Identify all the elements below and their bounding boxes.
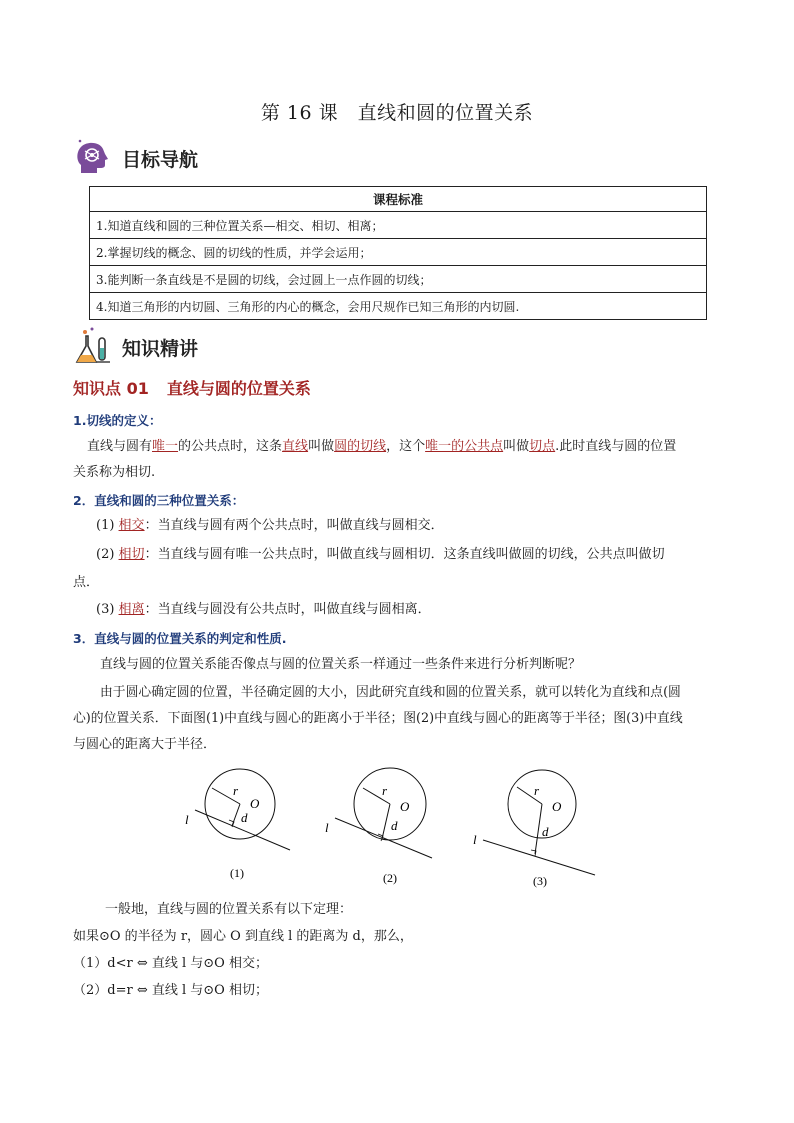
def-underline: 直线 [282, 439, 309, 454]
table-header: 课程标准 [90, 187, 707, 212]
line-label: l [473, 832, 477, 847]
def-underline: 切点 [529, 439, 556, 454]
figure-caption: (3) [533, 874, 547, 888]
def-text: 叫做 [308, 439, 335, 454]
relation-number: (3) [96, 602, 119, 617]
knowledge-point-name: 直线与圆的位置关系 [166, 379, 311, 398]
lab-flask-icon [72, 326, 114, 368]
def-text: 直线与圆有 [87, 439, 153, 454]
center-label: O [250, 796, 260, 811]
relation-term: 相交 [118, 518, 145, 533]
table-row: 1.知道直线和圆的三种位置关系—相交、相切、相离； [90, 212, 707, 239]
def-underline: 唯一 [152, 439, 179, 454]
figure-3 [473, 770, 595, 888]
line-label: l [185, 812, 189, 827]
def-text: ，这个 [386, 439, 426, 454]
def-text: .此时直线与圆的位置 [555, 439, 677, 454]
heading-tangent-definition: 1.切线的定义： [73, 413, 162, 428]
relation-term: 相离 [118, 602, 145, 617]
def-line-2: 关系称为相切. [73, 465, 156, 480]
knowledge-point-number: 知识点 01 [73, 379, 149, 398]
relation-tangent-cont: 点． [73, 575, 100, 590]
def-underline: 唯一的公共点 [425, 439, 504, 454]
theorem-condition: 如果⊙O 的半径为 r，圆心 O 到直线 l 的距离为 d，那么， [73, 929, 413, 944]
distance-label: d [391, 818, 398, 833]
center-label: O [400, 799, 410, 814]
relation-text: ：当直线与圆有两个公共点时，叫做直线与圆相交． [144, 518, 444, 533]
relation-intersect [96, 513, 444, 539]
relation-number: (2) [96, 547, 119, 562]
distance-label: d [542, 824, 549, 839]
heading-three-relations: 2．直线和圆的三种位置关系： [73, 493, 245, 508]
def-text: 的公共点时，这条 [178, 439, 283, 454]
figure-1 [185, 769, 290, 880]
figure-caption: (2) [383, 871, 397, 885]
paragraph-line: 由于圆心确定圆的位置，半径确定圆的大小，因此研究直线和圆的位置关系，就可以转化为直线和点(圆 [100, 685, 681, 700]
def-text: 叫做 [503, 439, 530, 454]
brain-icon [72, 137, 114, 179]
section-header-goals [72, 137, 198, 179]
relation-separate [96, 597, 431, 623]
theorem-case-1: （1）d<r ⇔ 直线 l 与⊙O 相交； [73, 956, 268, 971]
heading-judgement: 3．直线与圆的位置关系的判定和性质. [73, 631, 287, 646]
relation-text: ：当直线与圆有唯一公共点时，叫做直线与圆相切．这条直线叫做圆的切线，公共点叫做切 [144, 547, 665, 562]
relation-term: 相切 [118, 547, 145, 562]
radius-label: r [233, 783, 239, 798]
figure-caption: (1) [230, 866, 244, 880]
figure-2 [325, 768, 432, 885]
paragraph-question: 直线与圆的位置关系能否像点与圆的位置关系一样通过一些条件来进行分析判断呢？ [100, 657, 582, 672]
page-title: 第 16 课 直线和圆的位置关系 [260, 102, 534, 124]
relation-number: (1) [96, 518, 119, 533]
section-title-knowledge: 知识精讲 [122, 337, 199, 360]
tangent-definition-paragraph [73, 434, 723, 460]
paragraph-line: 心)的位置关系．下面图(1)中直线与圆心的距离小于半径；图(2)中直线与圆心的距离等于半径；图(3)中直线 [73, 711, 683, 726]
curriculum-standards-table [89, 186, 707, 320]
relation-text: ：当直线与圆没有公共点时，叫做直线与圆相离． [144, 602, 431, 617]
circle-line-figures [170, 762, 630, 897]
paragraph-line: 与圆心的距离大于半径． [73, 737, 217, 752]
distance-label: d [241, 810, 248, 825]
section-header-knowledge [72, 326, 198, 368]
relation-tangent [96, 542, 726, 568]
table-row: 4.知道三角形的内切圆、三角形的内心的概念，会用尺规作已知三角形的内切圆. [90, 293, 707, 320]
table-row: 2.掌握切线的概念、圆的切线的性质，并学会运用； [90, 239, 707, 266]
table-row: 3.能判断一条直线是不是圆的切线，会过圆上一点作圆的切线； [90, 266, 707, 293]
section-title-goals: 目标导航 [122, 148, 199, 171]
def-underline: 圆的切线 [334, 439, 387, 454]
line-label: l [325, 820, 329, 835]
theorem-case-2: （2）d=r ⇔ 直线 l 与⊙O 相切； [73, 983, 268, 998]
radius-label: r [534, 783, 540, 798]
radius-label: r [382, 783, 388, 798]
center-label: O [552, 799, 562, 814]
theorem-intro: 一般地，直线与圆的位置关系有以下定理： [105, 902, 353, 917]
knowledge-point-title [73, 376, 311, 399]
